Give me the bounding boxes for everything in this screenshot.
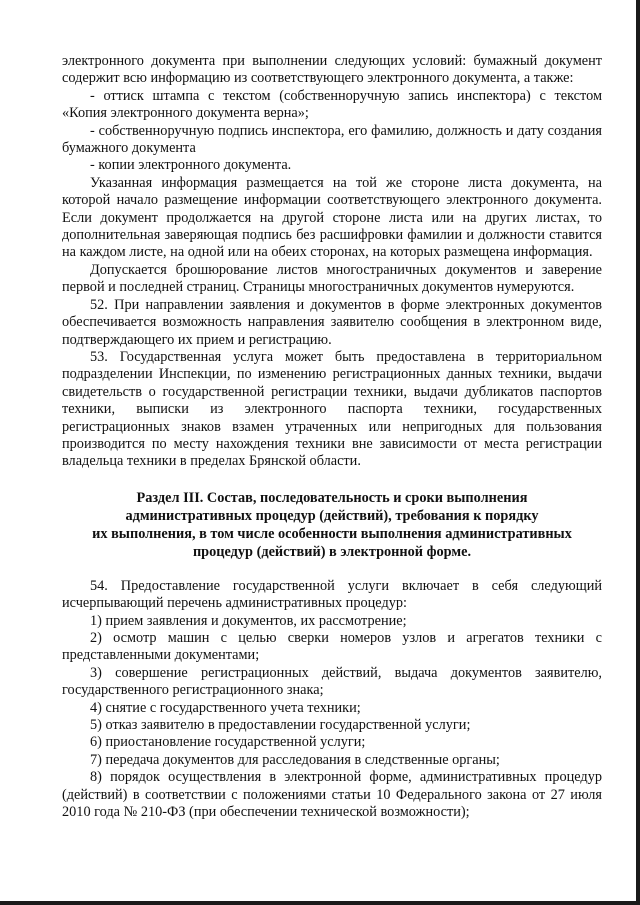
list-item-7: 7) передача документов для расследования в следственные органы; (90, 751, 500, 768)
section-heading-line: административных процедур (действий), требования к порядку (125, 507, 539, 524)
scan-edge-right (636, 0, 640, 905)
paragraph-continuation: электронного документа при выполнении следующих условий: бумажный документ содержит всю информацию из соответствующего электронного документа, а также: (62, 53, 602, 87)
list-item-3: 3) совершение регистрационных действий, выдача документов заявителю, государственного регистрационного знака; (62, 664, 602, 699)
section-heading-line: процедур (действий) в электронной форме. (192, 543, 472, 560)
list-item-signature: - собственноручную подпись инспектора, его фамилию, должность и дату создания бумажного документа (62, 122, 602, 157)
paragraph-52: 52. При направлении заявления и документов в форме электронных документов обеспечивается возможность направления заявителю сообщения в электронном виде, подтверждающего их прием и регистрацию. (62, 296, 602, 348)
list-item-stamp: - оттиск штампа с текстом (собственноручную запись инспектора) с текстом «Копия электронного документа верна»; (62, 87, 602, 122)
paragraph-binding: Допускается брошюрование листов многостраничных документов и заверение первой и последней страниц. Страницы многостраничных документов нумеруются. (62, 261, 602, 296)
list-item-2: 2) осмотр машин с целью сверки номеров узлов и агрегатов техники с представленными документами; (62, 629, 602, 664)
list-item-copies: - копии электронного документа. (90, 157, 292, 174)
list-item-8: 8) порядок осуществления в электронной форме, административных процедур (действий) в соответствии с положениями статьи 10 Федерального закона от 27 июля 2010 года № 210-ФЗ (при обеспечении технической возможности); (62, 769, 602, 821)
section-heading-line: Раздел III. Состав, последовательность и сроки выполнения (136, 489, 528, 506)
paragraph-53: 53. Государственная услуга может быть предоставлена в территориальном подразделении Инспекции, по изменению регистрационных данных техники, выдачи свидетельств о государственной регистрации техники, выдачи дубликатов паспортов техники, выписки из электронного паспорта техники, государственных регистрационных знаков взамен утраченных или непригодных для пользования производится по месту нахождения техники вне зависимости от места регистрации владельца техники в пределах Брянской области. (62, 348, 602, 470)
document-body (62, 53, 602, 821)
list-item-4: 4) снятие с государственного учета техники; (90, 699, 361, 716)
scan-edge-bottom (0, 901, 640, 905)
section-heading (62, 489, 602, 561)
list-item-6: 6) приостановление государственной услуги; (90, 734, 366, 751)
list-item-5: 5) отказ заявителю в предоставлении государственной услуги; (90, 717, 471, 733)
list-item-1: 1) прием заявления и документов, их рассмотрение; (90, 612, 407, 629)
section-heading-line: их выполнения, в том числе особенности выполнения административных (92, 525, 572, 542)
paragraph-54: 54. Предоставление государственной услуги включает в себя следующий исчерпывающий перечень административных процедур: (62, 577, 602, 612)
paragraph-placement: Указанная информация размещается на той же стороне листа документа, на которой начало размещение информации соответствующего электронного документа. Если документ продолжается на другой стороне листа или на других листах, то дополнительная заверяющая подпись без расшифровки фамилии и должности ставится на каждом листе, на одной или на обеих сторонах, на которых размещена информация. (62, 174, 602, 261)
